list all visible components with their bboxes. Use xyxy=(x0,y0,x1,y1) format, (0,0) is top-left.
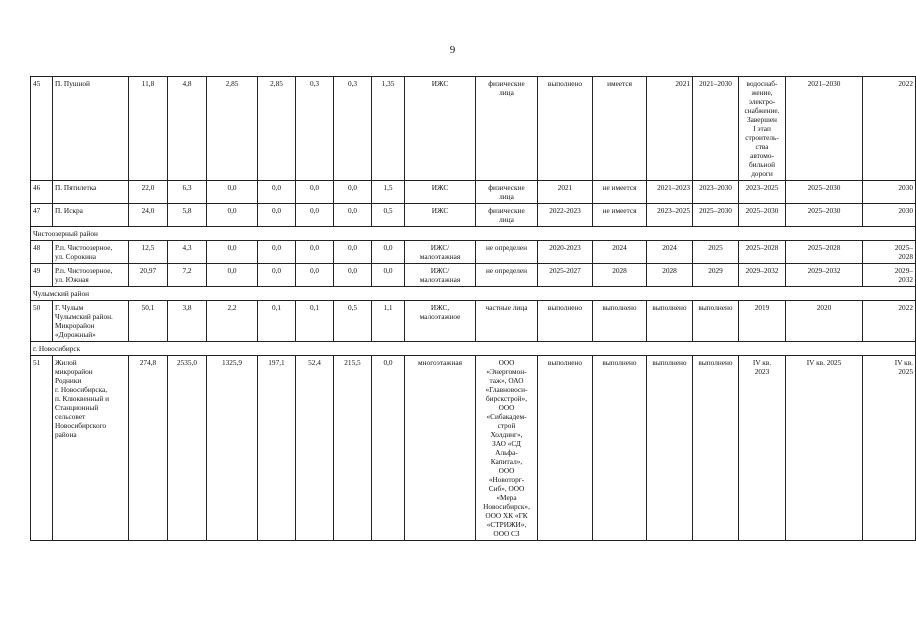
cell: 2021 xyxy=(538,181,593,204)
site-name: П. Искра xyxy=(53,204,129,227)
cell: ИЖС xyxy=(405,204,476,227)
cell: 2022 xyxy=(863,301,916,342)
cell: физические лица xyxy=(476,204,538,227)
cell: 2021–2023 xyxy=(647,181,693,204)
cell: 0,5 xyxy=(334,301,372,342)
site-name: П. Пятилетка xyxy=(53,181,129,204)
cell: 0,1 xyxy=(258,301,296,342)
site-name: Г. Чулым Чулымский район. Микрорайон «Дорожный» xyxy=(53,301,129,342)
cell: 215,5 xyxy=(334,356,372,541)
cell: 2022 xyxy=(863,77,916,181)
cell: 11,8 xyxy=(129,77,168,181)
cell: 2025 xyxy=(693,241,739,264)
cell: 2025– 2028 xyxy=(863,241,916,264)
cell: 2024 xyxy=(647,241,693,264)
cell: 2025–2030 xyxy=(786,204,863,227)
cell: 2030 xyxy=(863,181,916,204)
cell: 2025–2030 xyxy=(786,181,863,204)
section-row xyxy=(31,227,916,241)
cell: ИЖС, малоэтажное xyxy=(405,301,476,342)
cell: 2025-2027 xyxy=(538,264,593,287)
cell: 2,85 xyxy=(258,77,296,181)
cell: 4,3 xyxy=(168,241,207,264)
section-label: Чулымский район xyxy=(31,287,916,301)
row-number: 49 xyxy=(31,264,53,287)
cell: 24,0 xyxy=(129,204,168,227)
cell: 2020 xyxy=(786,301,863,342)
cell: выполнено xyxy=(693,356,739,541)
table-row xyxy=(31,204,916,227)
cell: 1,5 xyxy=(372,181,405,204)
table-row xyxy=(31,264,916,287)
cell: 2,85 xyxy=(207,77,258,181)
cell: 0,0 xyxy=(207,204,258,227)
cell: 0,0 xyxy=(372,264,405,287)
cell: 2025–2030 xyxy=(693,204,739,227)
cell: 2024 xyxy=(593,241,647,264)
cell: 2023–2025 xyxy=(739,181,786,204)
cell: 2028 xyxy=(647,264,693,287)
cell: 52,4 xyxy=(296,356,334,541)
row-number: 47 xyxy=(31,204,53,227)
cell: 0,0 xyxy=(258,181,296,204)
cell: 0,3 xyxy=(334,77,372,181)
cell: 2029– 2032 xyxy=(863,264,916,287)
cell: частные лица xyxy=(476,301,538,342)
cell: физические лица xyxy=(476,77,538,181)
cell: IV кв. 2025 xyxy=(786,356,863,541)
cell: 2019 xyxy=(739,301,786,342)
cell: 0,0 xyxy=(334,204,372,227)
section-row xyxy=(31,342,916,356)
cell: ООО «Энергомон- таж», ОАО «Главновоси- бирскстрой», ООО «Сибакадем- строй Холдинг», ЗАО «СД Альфа- Капитал», ООО «Новоторг- Сиб», ООО «Мера Новосибирск», ООО ХК «ГК «СТРИЖИ», ООО СЗ xyxy=(476,356,538,541)
cell: выполнено xyxy=(593,356,647,541)
cell: 0,0 xyxy=(258,264,296,287)
cell: выполнено xyxy=(538,356,593,541)
cell: 2029–2032 xyxy=(739,264,786,287)
cell: 0,0 xyxy=(258,204,296,227)
cell: 2025–2028 xyxy=(786,241,863,264)
cell: IV кв. 2023 xyxy=(739,356,786,541)
table-row xyxy=(31,301,916,342)
cell: физические лица xyxy=(476,181,538,204)
cell: 22,0 xyxy=(129,181,168,204)
row-number: 50 xyxy=(31,301,53,342)
cell: 0,1 xyxy=(296,301,334,342)
cell: 5,8 xyxy=(168,204,207,227)
site-name: Жилой микрорайон Родники г. Новосибирска, п. Клюквенный и Станционный сельсовет Новосибирского района xyxy=(53,356,129,541)
cell: имеется xyxy=(593,77,647,181)
cell: 2023–2030 xyxy=(693,181,739,204)
cell: ИЖС xyxy=(405,181,476,204)
row-number: 48 xyxy=(31,241,53,264)
cell: 0,3 xyxy=(296,77,334,181)
table-row xyxy=(31,241,916,264)
cell: выполнено xyxy=(647,356,693,541)
cell: IV кв. 2025 xyxy=(863,356,916,541)
site-name: Р.п. Чистоозерное, ул. Сорокина xyxy=(53,241,129,264)
cell: 0,0 xyxy=(334,241,372,264)
section-row xyxy=(31,287,916,301)
cell: 0,0 xyxy=(207,264,258,287)
cell: выполнено xyxy=(693,301,739,342)
section-label: г. Новосибирск xyxy=(31,342,916,356)
cell: 2029 xyxy=(693,264,739,287)
cell: 2025–2028 xyxy=(739,241,786,264)
table-row xyxy=(31,77,916,181)
cell: не определен xyxy=(476,264,538,287)
cell: 0,0 xyxy=(296,264,334,287)
cell: 0,5 xyxy=(372,204,405,227)
cell: ИЖС/ малоэтажная xyxy=(405,241,476,264)
site-name: П. Пушной xyxy=(53,77,129,181)
cell: 2022-2023 xyxy=(538,204,593,227)
cell: 1325,9 xyxy=(207,356,258,541)
cell: 0,0 xyxy=(334,264,372,287)
cell: 2020-2023 xyxy=(538,241,593,264)
cell: 2023–2025 xyxy=(647,204,693,227)
cell: 2029–2032 xyxy=(786,264,863,287)
cell: 2028 xyxy=(593,264,647,287)
cell: не имеется xyxy=(593,181,647,204)
cell: 2030 xyxy=(863,204,916,227)
cell: 50,1 xyxy=(129,301,168,342)
cell: выполнено xyxy=(538,301,593,342)
site-name: Р.п. Чистоозерное, ул. Южная xyxy=(53,264,129,287)
cell: 0,0 xyxy=(258,241,296,264)
cell: выполнено xyxy=(538,77,593,181)
housing-projects-table xyxy=(30,76,916,541)
cell: 197,1 xyxy=(258,356,296,541)
cell: не определен xyxy=(476,241,538,264)
row-number: 45 xyxy=(31,77,53,181)
cell: 2021–2030 xyxy=(693,77,739,181)
cell: 0,0 xyxy=(207,241,258,264)
cell: 0,0 xyxy=(372,241,405,264)
cell: 1,35 xyxy=(372,77,405,181)
page-number: 9 xyxy=(449,44,456,56)
cell: 1,1 xyxy=(372,301,405,342)
table-row xyxy=(31,356,916,541)
cell: ИЖС xyxy=(405,77,476,181)
cell: 7,2 xyxy=(168,264,207,287)
cell: 6,3 xyxy=(168,181,207,204)
cell: 2025–2030 xyxy=(739,204,786,227)
cell: выполнено xyxy=(647,301,693,342)
cell: ИЖС/ малоэтажная xyxy=(405,264,476,287)
cell: 4,8 xyxy=(168,77,207,181)
cell: 0,0 xyxy=(372,356,405,541)
cell: 274,8 xyxy=(129,356,168,541)
cell: не имеется xyxy=(593,204,647,227)
table-row xyxy=(31,181,916,204)
cell: 20,97 xyxy=(129,264,168,287)
row-number: 51 xyxy=(31,356,53,541)
cell: 0,0 xyxy=(334,181,372,204)
cell: 2,2 xyxy=(207,301,258,342)
cell: 0,0 xyxy=(296,204,334,227)
section-label: Чистоозерный район xyxy=(31,227,916,241)
row-number: 46 xyxy=(31,181,53,204)
cell: 3,8 xyxy=(168,301,207,342)
cell: 0,0 xyxy=(296,241,334,264)
cell: 2021 xyxy=(647,77,693,181)
cell: 12,5 xyxy=(129,241,168,264)
cell: 0,0 xyxy=(207,181,258,204)
cell: водоснаб- жение, электро- снабжение. Завершен I этап строитель- ства автомо- бильной дороги xyxy=(739,77,786,181)
cell: 2535,0 xyxy=(168,356,207,541)
cell: 2021–2030 xyxy=(786,77,863,181)
cell: многоэтажная xyxy=(405,356,476,541)
cell: выполнено xyxy=(593,301,647,342)
cell: 0,0 xyxy=(296,181,334,204)
